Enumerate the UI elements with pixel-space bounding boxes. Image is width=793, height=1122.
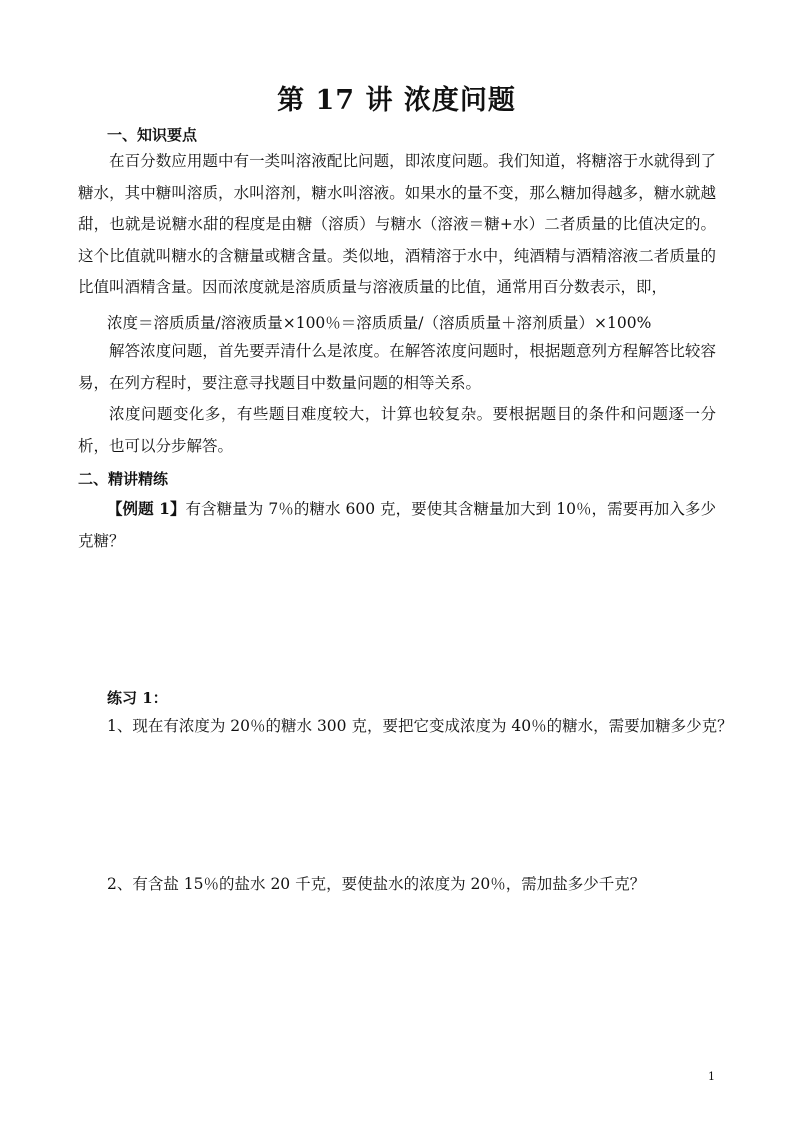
paragraph-method: 解答浓度问题，首先要弄清什么是浓度。在解答浓度问题时，根据题意列方程解答比较容易，在列方程时，要注意寻找题目中数量问题的相等关系。 xyxy=(78,342,716,392)
page-number: 1 xyxy=(708,1070,715,1083)
example-1 xyxy=(78,493,716,557)
practice-heading: 练习 1： xyxy=(107,689,168,707)
section-heading-knowledge: 一、知识要点 xyxy=(107,126,198,144)
section-heading-practice: 二、精讲精练 xyxy=(78,470,169,488)
example-label: 【例题 1】 xyxy=(107,499,186,518)
page-title: 第 17 讲 浓度问题 xyxy=(277,85,516,116)
practice-question-2: 2、有含盐 15％的盐水 20 千克，要使盐水的浓度为 20％，需加盐多少千克？ xyxy=(107,875,646,893)
example-text: 有含糖量为 7％的糖水 600 克，要使其含糖量加大到 10％，需要再加入多少克糖？ xyxy=(78,500,716,550)
practice-question-1: 1、现在有浓度为 20％的糖水 300 克，要把它变成浓度为 40％的糖水，需要加糖多少克？ xyxy=(107,717,733,735)
paragraph-variation: 浓度问题变化多，有些题目难度较大，计算也较复杂。要根据题目的条件和问题逐一分析，也可以分步解答。 xyxy=(78,405,716,455)
paragraph-intro: 在百分数应用题中有一类叫溶液配比问题，即浓度问题。我们知道，将糖溶于水就得到了糖水，其中糖叫溶质，水叫溶剂，糖水叫溶液。如果水的量不变，那么糖加得越多，糖水就越甜，也就是说糖水甜的程度是由糖（溶质）与糖水（溶液＝糖+水）二者质量的比值决定的。这个比值就叫糖水的含糖量或糖含量。类似地，酒精溶于水中，纯酒精与酒精溶液二者质量的比值叫酒精含量。因而浓度就是溶质质量与溶液质量的比值，通常用百分数表示，即， xyxy=(78,152,716,296)
formula-line: 浓度＝溶质质量/溶液质量×100％＝溶质质量/（溶质质量＋溶剂质量）×100% xyxy=(107,314,652,332)
